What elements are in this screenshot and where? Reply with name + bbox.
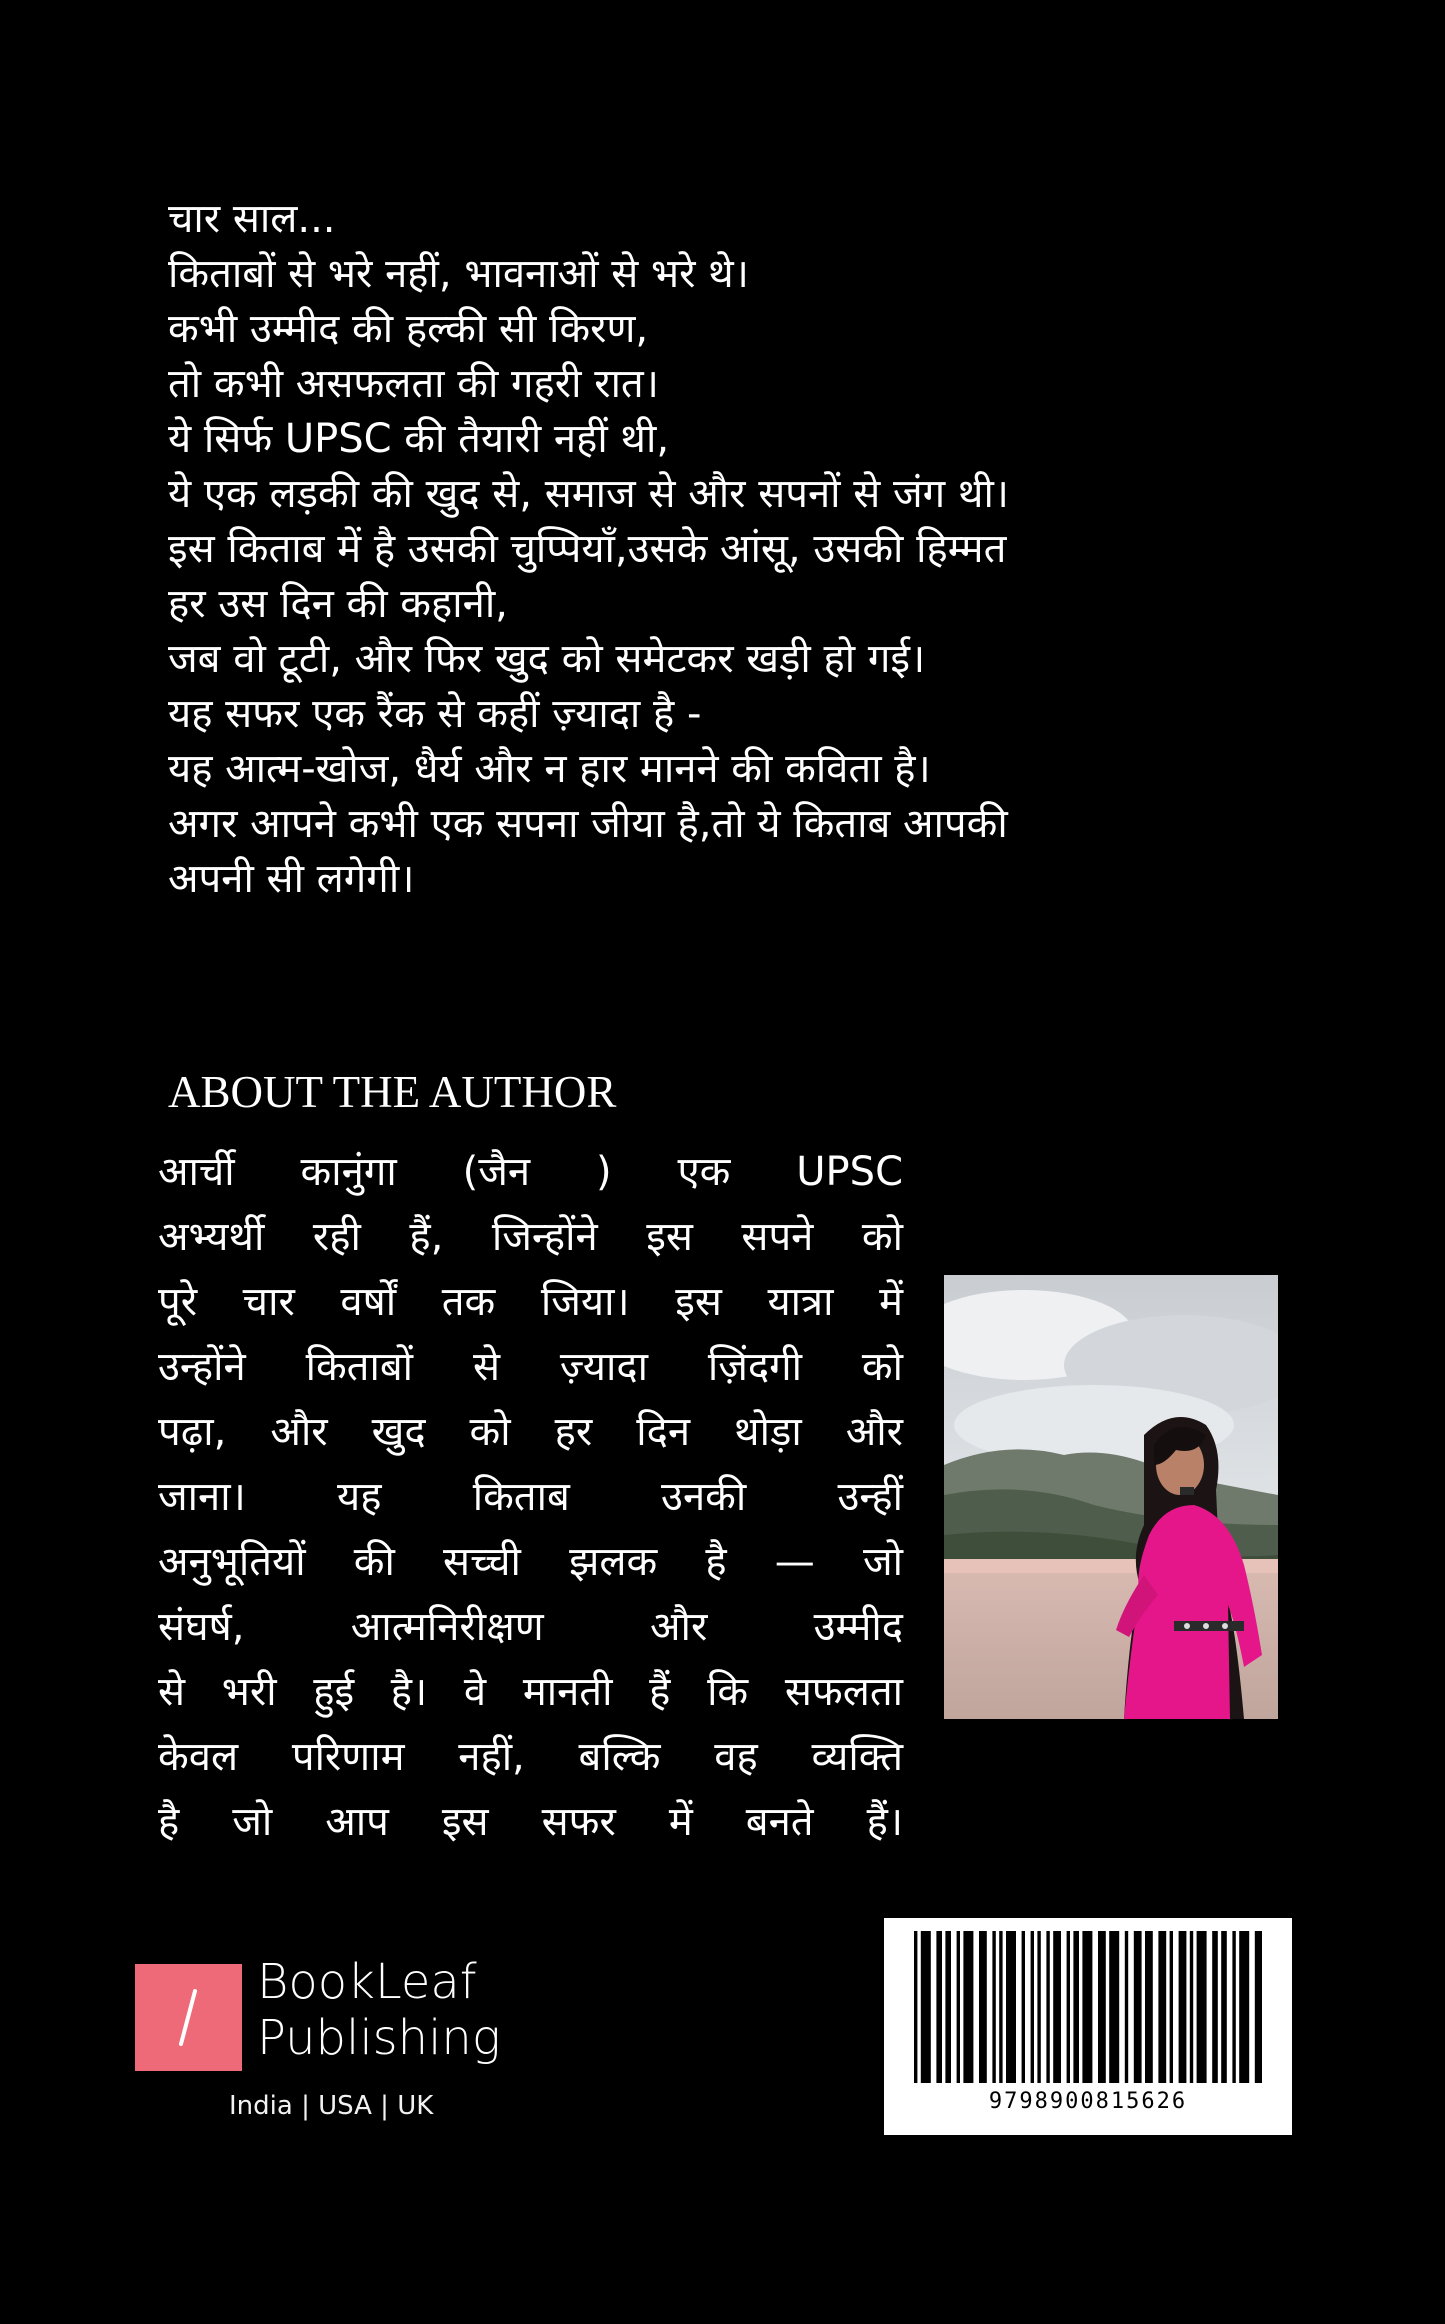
bio-line: से भरी हुई है। वे मानती हैं कि सफलता (158, 1669, 903, 1715)
bio-line: जाना। यह किताब उनकी उन्हीं (158, 1474, 903, 1520)
bio-line: पूरे चार वर्षों तक जिया। इस यात्रा में (158, 1279, 903, 1325)
barcode-bars-icon (914, 1931, 1262, 2083)
blurb-line: अपनी सी लगेगी। (168, 856, 415, 902)
publisher-regions: India | USA | UK (229, 2091, 434, 2121)
bio-line: पढ़ा, और खुद को हर दिन थोड़ा और (158, 1409, 903, 1455)
bio-line: आर्ची कानुंगा (जैन ) एक UPSC (158, 1149, 903, 1195)
blurb-line: हर उस दिन की कहानी, (168, 581, 508, 627)
about-author-heading: ABOUT THE AUTHOR (168, 1067, 617, 1117)
bio-line: केवल परिणाम नहीं, बल्कि वह व्यक्ति (158, 1734, 903, 1780)
publisher-logo (135, 1954, 555, 2140)
bio-line: संघर्ष, आत्मनिरीक्षण और उम्मीद (158, 1604, 903, 1650)
publisher-name-line1: BookLeaf (257, 1954, 477, 2010)
author-bio (158, 1140, 903, 1855)
blurb-line: चार साल... (168, 196, 336, 242)
bio-line: अभ्यर्थी रही हैं, जिन्होंने इस सपने को (158, 1214, 903, 1260)
author-photo (944, 1275, 1278, 1719)
blurb-line: इस किताब में है उसकी चुप्पियाँ,उसके आंसू, उसकी हिम्मत (168, 526, 1007, 572)
isbn-number: 9798900815626 (988, 2089, 1188, 2114)
blurb-line: यह सफर एक रैंक से कहीं ज़्यादा है - (168, 691, 702, 737)
bio-line: अनुभूतियों की सच्ची झलक है — जो (158, 1539, 903, 1585)
blurb-line: ये एक लड़की की खुद से, समाज से और सपनों से जंग थी। (168, 471, 1009, 517)
blurb-line: कभी उम्मीद की हल्की सी किरण, (168, 306, 649, 352)
leaf-slash-icon (135, 1964, 242, 2071)
blurb-line: किताबों से भरे नहीं, भावनाओं से भरे थे। (168, 251, 749, 297)
blurb-line: जब वो टूटी, और फिर खुद को समेटकर खड़ी हो गई। (168, 636, 926, 682)
bio-line: उन्होंने किताबों से ज़्यादा ज़िंदगी को (158, 1344, 903, 1390)
blurb-line: ये सिर्फ UPSC की तैयारी नहीं थी, (168, 416, 670, 462)
isbn-barcode (884, 1918, 1292, 2135)
bio-line: है जो आप इस सफर में बनते हैं। (158, 1799, 903, 1845)
blurb-line: अगर आपने कभी एक सपना जीया है,तो ये किताब आपकी (168, 801, 1008, 847)
back-cover-blurb (168, 192, 1308, 907)
publisher-name-line2: Publishing (257, 2010, 501, 2066)
blurb-line: तो कभी असफलता की गहरी रात। (168, 361, 659, 407)
blurb-line: यह आत्म-खोज, धैर्य और न हार मानने की कविता है। (168, 746, 931, 792)
